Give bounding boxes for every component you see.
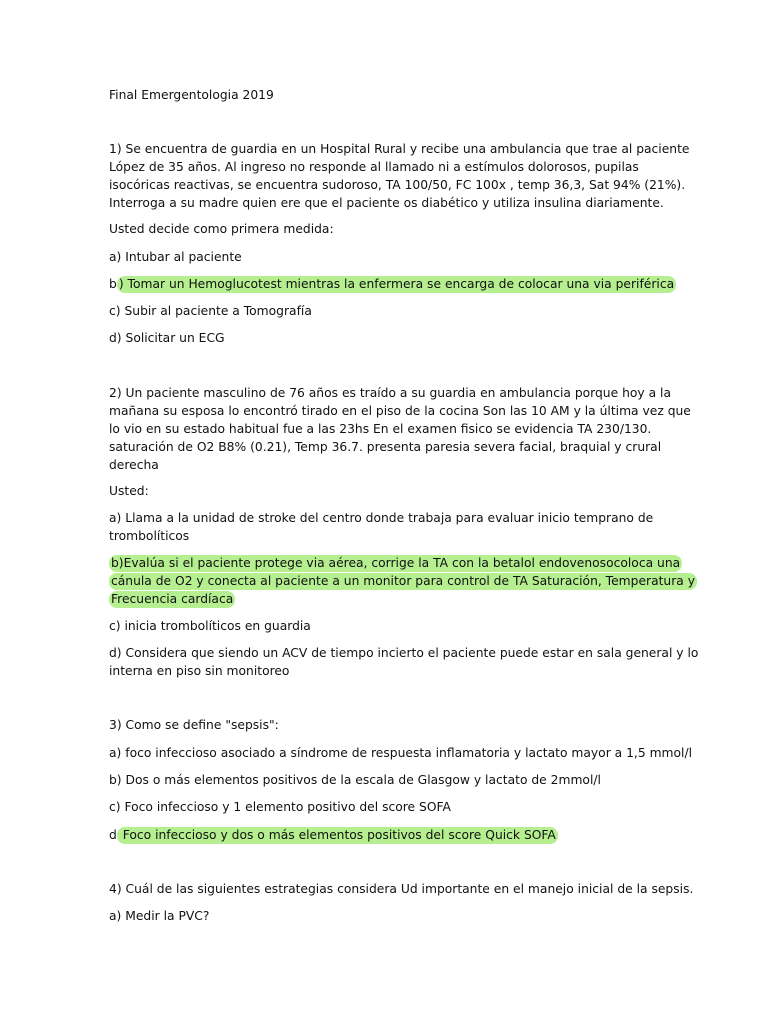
question-2-prompt	[109, 482, 669, 500]
option-line: a) Llama a la unidad de stroke del centro donde trabaja para evaluar inicio temprano de	[109, 511, 654, 525]
option-text: d) Solicitar un ECG	[109, 331, 225, 345]
question-2-option-a	[109, 509, 669, 545]
highlighted-answer: Foco infeccioso y dos o más elementos positivos del score Quick SOFA	[118, 828, 556, 842]
option-text: c) Foco infeccioso y 1 elemento positivo del score SOFA	[109, 800, 451, 814]
stem-line: 1) Se encuentra de guardia en un Hospital Rural y recibe una ambulancia que trae al paciente	[109, 142, 690, 156]
option-prefix: d	[109, 828, 117, 842]
prompt-text: Usted decide como primera medida:	[109, 222, 334, 236]
option-text: a) foco infeccioso asociado a síndrome de respuesta inflamatoria y lactato mayor a 1,5 mmol/l	[109, 746, 693, 760]
question-1-option-b	[109, 275, 675, 293]
question-1-option-d	[109, 329, 669, 347]
stem-line: saturación de O2 B8% (0.21), Temp 36.7. presenta paresia severa facial, braquial y crural	[109, 440, 662, 454]
option-line	[109, 572, 695, 590]
question-3-option-a	[109, 744, 693, 762]
option-line: trombolíticos	[109, 529, 190, 543]
prompt-text: Usted:	[109, 484, 149, 498]
option-text: b) Dos o más elementos positivos de la escala de Glasgow y lactato de 2mmol/l	[109, 773, 601, 787]
question-4-stem	[109, 880, 694, 898]
question-3-stem	[109, 716, 669, 734]
stem-line: mañana su esposa lo encontró tirado en el piso de la cocina Son las 10 AM y la última vez que	[109, 404, 691, 418]
stem-line: lo vio en su estado habitual fue a las 23hs En el examen fisico se evidencia TA 230/130.	[109, 422, 652, 436]
option-prefix: b	[109, 277, 117, 291]
stem-line: isocóricas reactivas, se encuentra sudoroso, TA 100/50, FC 100x , temp 36,3, Sat 94% (21%).	[109, 178, 686, 192]
title-text: Final Emergentologia 2019	[109, 88, 274, 102]
question-1-prompt	[109, 220, 669, 238]
option-line: d) Considera que siendo un ACV de tiempo incierto el paciente puede estar en sala general y lo	[109, 646, 699, 660]
highlighted-answer: ) Tomar un Hemoglucotest mientras la enfermera se encarga de colocar una via periférica	[118, 277, 675, 291]
option-line	[109, 275, 675, 293]
question-3-option-c	[109, 798, 669, 816]
question-2-option-c	[109, 617, 669, 635]
question-3-option-d	[109, 826, 669, 844]
option-text: a) Medir la PVC?	[109, 909, 210, 923]
option-line	[109, 590, 669, 608]
stem-line: 3) Como se define "sepsis":	[109, 718, 279, 732]
question-1-stem	[109, 140, 690, 212]
stem-line: López de 35 años. Al ingreso no responde al llamado ni a estímulos dolorosos, pupilas	[109, 160, 639, 174]
question-3-option-b	[109, 771, 669, 789]
option-text: a) Intubar al paciente	[109, 250, 242, 264]
question-4-option-a	[109, 907, 669, 925]
option-text: c) Subir al paciente a Tomografía	[109, 304, 312, 318]
question-1-option-a	[109, 248, 669, 266]
option-line	[109, 826, 669, 844]
highlighted-answer: Frecuencia cardíaca	[111, 592, 234, 606]
stem-line: 2) Un paciente masculino de 76 años es traído a su guardia en ambulancia porque hoy a la	[109, 386, 671, 400]
question-2-option-b	[109, 554, 695, 608]
question-1-option-c	[109, 302, 669, 320]
highlighted-answer: b)Evalúa si el paciente protege via aérea, corrige la TA con la betalol endovenosocoloca una	[111, 556, 681, 570]
option-line	[109, 554, 681, 572]
question-2-stem	[109, 384, 691, 474]
option-line: interna en piso sin monitoreo	[109, 664, 290, 678]
option-text: c) inicia trombolíticos en guardia	[109, 619, 311, 633]
stem-line: derecha	[109, 458, 159, 472]
document-title	[109, 86, 669, 104]
stem-line: Interroga a su madre quien ere que el paciente os diabético y utiliza insulina diariamente.	[109, 196, 664, 210]
highlighted-answer: cánula de O2 y conecta al paciente a un monitor para control de TA Saturación, Temperatura y	[111, 574, 695, 588]
stem-line: 4) Cuál de las siguientes estrategias considera Ud importante en el manejo inicial de la sepsis.	[109, 882, 694, 896]
question-2-option-d	[109, 644, 699, 680]
